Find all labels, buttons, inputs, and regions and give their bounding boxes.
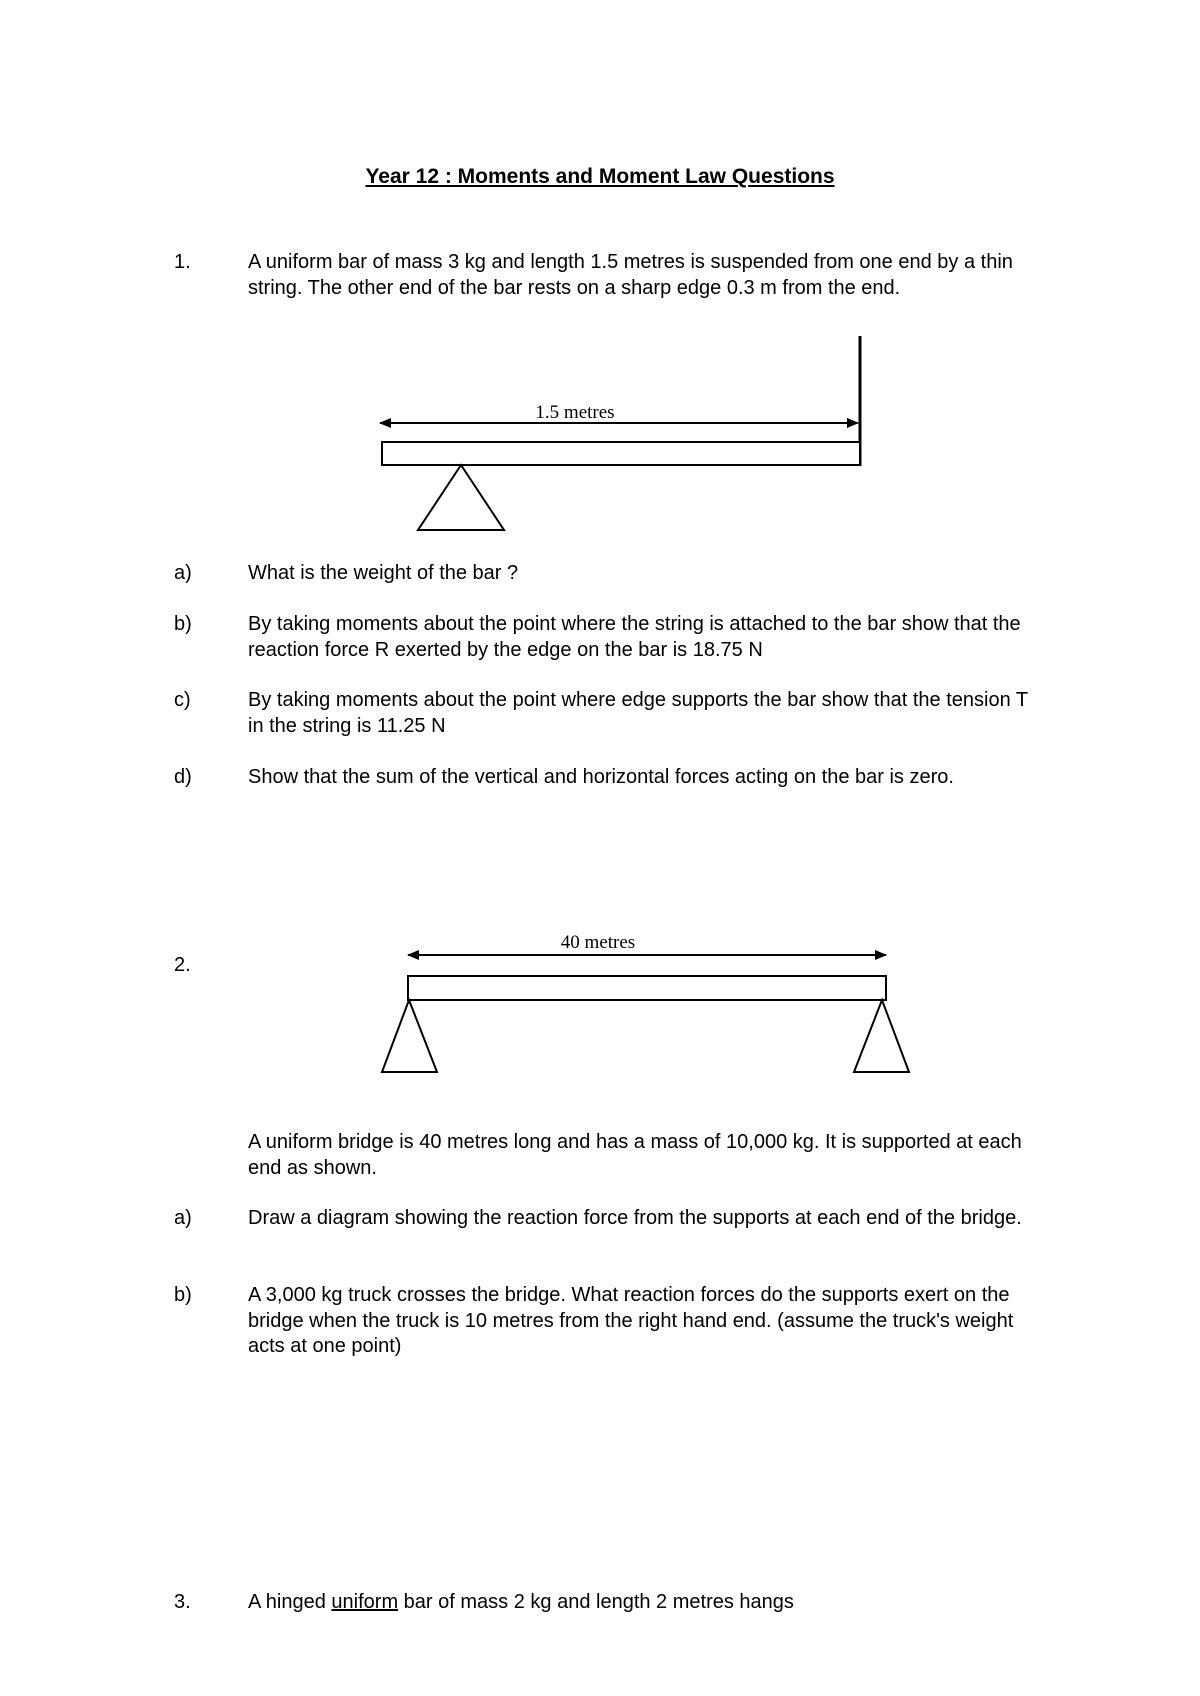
q1-number: 1.: [174, 251, 191, 273]
q2-part-b-text: A 3,000 kg truck crosses the bridge. What reaction forces do the supports exert on the bridge when the truck is 10 metres from the right hand end. (assume the truck's weight acts at one point): [248, 1284, 1014, 1357]
q1-part-d-label: d): [174, 766, 192, 788]
q3-text-after: bar of mass 2 kg and length 2 metres hangs: [398, 1591, 794, 1613]
q2-part-a-label: a): [174, 1207, 192, 1229]
q2-bridge: [408, 976, 886, 1000]
q2-number: 2.: [174, 954, 191, 976]
q3-text-underlined: uniform: [331, 1591, 399, 1613]
page-title: Year 12 : Moments and Moment Law Questions: [365, 165, 835, 188]
q2-left-support: [382, 1000, 437, 1072]
q3-text: [248, 1590, 1048, 1616]
q1-part-b-label: b): [174, 613, 192, 635]
q2-right-support: [854, 1000, 909, 1072]
q1-part-b-text: By taking moments about the point where the string is attached to the bar show that the reaction force R exerted by the edge on the bar is 18.75 N: [248, 613, 1021, 661]
q2-text: A uniform bridge is 40 metres long and has a mass of 10,000 kg. It is supported at each end as shown.: [248, 1131, 1022, 1179]
q1-part-c-label: c): [174, 689, 191, 711]
q2-part-a-text: Draw a diagram showing the reaction force from the supports at each end of the bridge.: [248, 1207, 1022, 1229]
q1-part-a-text: What is the weight of the bar ?: [248, 562, 519, 584]
q1-part-d-text: Show that the sum of the vertical and horizontal forces acting on the bar is zero.: [248, 766, 954, 788]
q2-part-b-label: b): [174, 1284, 192, 1306]
q3-text-before: A hinged: [248, 1591, 332, 1613]
q1-text: A uniform bar of mass 3 kg and length 1.5 metres is suspended from one end by a thin string. The other end of the bar rests on a sharp edge 0.3 m from the end.: [248, 251, 1013, 299]
q1-length-label: 1.5 metres: [535, 402, 615, 423]
q1-part-c-text: By taking moments about the point where edge supports the bar show that the tension T in the string is 11.25 N: [248, 689, 1028, 737]
q2-length-label: 40 metres: [560, 932, 636, 953]
q1-part-a-label: a): [174, 562, 192, 584]
q3-number: 3.: [174, 1591, 191, 1613]
